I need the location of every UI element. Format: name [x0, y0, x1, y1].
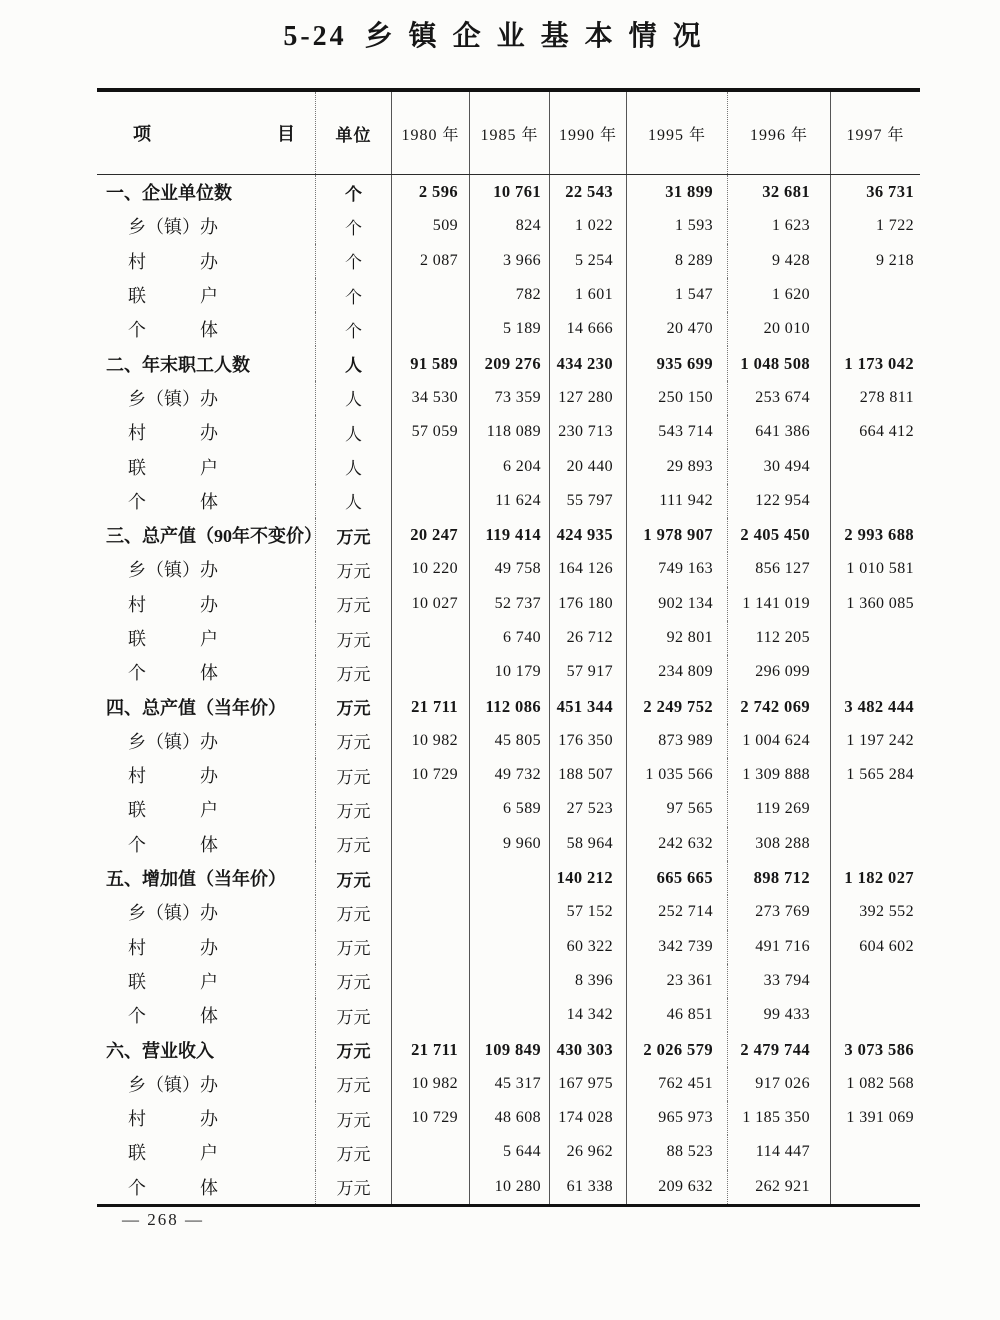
value-cell: 20 470 [626, 312, 727, 346]
row-label: 联 户 [128, 457, 218, 478]
value-cell: 45 805 [469, 724, 549, 758]
value-cell: 20 247 [391, 518, 469, 552]
value-cell: 262 921 [727, 1170, 830, 1204]
table-row [97, 930, 920, 964]
value-cell: 2 087 [391, 244, 469, 278]
table-row [97, 758, 920, 792]
table-row [97, 484, 920, 518]
value-cell: 10 280 [469, 1170, 549, 1204]
value-cell: 10 729 [391, 1101, 469, 1135]
row-unit: 万元 [315, 655, 391, 689]
value-cell: 2 993 688 [830, 518, 920, 552]
table-row [97, 1170, 920, 1204]
value-cell: 5 254 [549, 244, 626, 278]
value-cell [830, 792, 920, 826]
row-label: 乡（镇）办 [128, 731, 218, 752]
value-cell: 491 716 [727, 930, 830, 964]
table-row [97, 655, 920, 689]
value-cell: 749 163 [626, 552, 727, 586]
value-cell: 57 917 [549, 655, 626, 689]
value-cell: 48 608 [469, 1101, 549, 1135]
row-unit: 万元 [315, 552, 391, 586]
value-cell: 23 361 [626, 964, 727, 998]
header-year-1990: 1990 年 [549, 92, 626, 174]
value-cell: 1 620 [727, 278, 830, 312]
value-cell: 856 127 [727, 552, 830, 586]
table-row [97, 552, 920, 586]
value-cell: 6 740 [469, 621, 549, 655]
value-cell: 176 350 [549, 724, 626, 758]
row-unit: 个 [315, 175, 391, 209]
value-cell: 46 851 [626, 998, 727, 1032]
value-cell: 824 [469, 209, 549, 243]
value-cell: 9 960 [469, 827, 549, 861]
row-label: 个 体 [128, 663, 218, 684]
value-cell: 543 714 [626, 415, 727, 449]
row-label: 村 办 [128, 1109, 218, 1130]
row-unit: 人 [315, 381, 391, 415]
value-cell: 273 769 [727, 895, 830, 929]
value-cell [830, 998, 920, 1032]
row-label: 联 户 [128, 971, 218, 992]
value-cell [391, 998, 469, 1032]
value-cell: 917 026 [727, 1067, 830, 1101]
row-label: 六、营业收入 [106, 1040, 214, 1061]
value-cell [469, 930, 549, 964]
value-cell: 20 440 [549, 449, 626, 483]
value-cell: 22 543 [549, 175, 626, 209]
value-cell: 1 173 042 [830, 346, 920, 380]
value-cell: 27 523 [549, 792, 626, 826]
value-cell: 49 758 [469, 552, 549, 586]
value-cell: 55 797 [549, 484, 626, 518]
value-cell: 242 632 [626, 827, 727, 861]
row-unit: 万元 [315, 1067, 391, 1101]
table-row [97, 964, 920, 998]
value-cell: 5 189 [469, 312, 549, 346]
value-cell: 1 565 284 [830, 758, 920, 792]
row-label: 联 户 [128, 800, 218, 821]
value-cell: 665 665 [626, 861, 727, 895]
value-cell: 1 035 566 [626, 758, 727, 792]
row-label: 村 办 [128, 766, 218, 787]
value-cell [830, 1135, 920, 1169]
header-year-1997: 1997 年 [830, 92, 920, 174]
row-label: 联 户 [128, 629, 218, 649]
table-row [97, 587, 920, 621]
value-cell: 127 280 [549, 381, 626, 415]
value-cell: 10 761 [469, 175, 549, 209]
value-cell: 2 596 [391, 175, 469, 209]
value-cell [391, 278, 469, 312]
value-cell: 1 197 242 [830, 724, 920, 758]
value-cell [391, 1135, 469, 1169]
value-cell: 10 729 [391, 758, 469, 792]
value-cell: 61 338 [549, 1170, 626, 1204]
value-cell: 21 711 [391, 1032, 469, 1066]
value-cell: 1 082 568 [830, 1067, 920, 1101]
row-label: 村 办 [128, 594, 218, 615]
value-cell: 20 010 [727, 312, 830, 346]
value-cell [391, 930, 469, 964]
value-cell: 91 589 [391, 346, 469, 380]
page-number: — 268 — [122, 1210, 204, 1229]
value-cell: 174 028 [549, 1101, 626, 1135]
row-unit: 万元 [315, 861, 391, 895]
row-unit: 万元 [315, 689, 391, 723]
value-cell: 33 794 [727, 964, 830, 998]
value-cell: 1 010 581 [830, 552, 920, 586]
value-cell [830, 827, 920, 861]
row-unit: 万元 [315, 724, 391, 758]
header-year-1980: 1980 年 [391, 92, 469, 174]
value-cell: 2 249 752 [626, 689, 727, 723]
table-row [97, 998, 920, 1032]
row-label: 三、总产值（90年不变价） [106, 526, 322, 547]
value-cell: 1 547 [626, 278, 727, 312]
table-row [97, 381, 920, 415]
value-cell: 31 899 [626, 175, 727, 209]
row-unit: 万元 [315, 792, 391, 826]
page-title [0, 14, 1000, 54]
value-cell: 10 220 [391, 552, 469, 586]
table-row [97, 827, 920, 861]
row-unit: 万元 [315, 964, 391, 998]
row-unit: 个 [315, 278, 391, 312]
value-cell: 1 722 [830, 209, 920, 243]
value-cell [391, 312, 469, 346]
row-label: 联 户 [128, 1143, 218, 1164]
value-cell [830, 312, 920, 346]
value-cell: 3 966 [469, 244, 549, 278]
row-unit: 万元 [315, 587, 391, 621]
header-item: 项 目 [133, 124, 295, 144]
value-cell: 26 962 [549, 1135, 626, 1169]
value-cell [391, 861, 469, 895]
value-cell: 664 412 [830, 415, 920, 449]
value-cell: 252 714 [626, 895, 727, 929]
value-cell: 45 317 [469, 1067, 549, 1101]
value-cell: 2 026 579 [626, 1032, 727, 1066]
value-cell: 164 126 [549, 552, 626, 586]
value-cell [830, 1170, 920, 1204]
value-cell: 873 989 [626, 724, 727, 758]
row-unit: 万元 [315, 930, 391, 964]
value-cell [469, 861, 549, 895]
value-cell: 434 230 [549, 346, 626, 380]
value-cell: 392 552 [830, 895, 920, 929]
value-cell: 26 712 [549, 621, 626, 655]
value-cell: 92 801 [626, 621, 727, 655]
value-cell [830, 964, 920, 998]
value-cell: 111 942 [626, 484, 727, 518]
value-cell: 14 666 [549, 312, 626, 346]
row-label: 村 办 [128, 251, 218, 272]
table-row [97, 1067, 920, 1101]
row-unit: 万元 [315, 827, 391, 861]
row-label: 乡（镇）办 [128, 560, 218, 581]
value-cell: 10 982 [391, 724, 469, 758]
row-unit: 万元 [315, 758, 391, 792]
value-cell: 935 699 [626, 346, 727, 380]
row-unit: 万元 [315, 1101, 391, 1135]
value-cell: 99 433 [727, 998, 830, 1032]
value-cell [830, 449, 920, 483]
value-cell: 119 414 [469, 518, 549, 552]
row-unit: 万元 [315, 621, 391, 655]
row-label: 个 体 [128, 834, 218, 855]
table-row [97, 1135, 920, 1169]
row-label: 乡（镇）办 [128, 388, 218, 409]
value-cell: 3 073 586 [830, 1032, 920, 1066]
value-cell: 8 289 [626, 244, 727, 278]
value-cell: 112 086 [469, 689, 549, 723]
table-row [97, 346, 920, 380]
row-label: 村 办 [128, 423, 218, 444]
value-cell: 122 954 [727, 484, 830, 518]
value-cell: 1 048 508 [727, 346, 830, 380]
value-cell: 782 [469, 278, 549, 312]
table-row [97, 209, 920, 243]
table-row [97, 689, 920, 723]
row-label: 五、增加值（当年价） [106, 869, 286, 890]
row-label: 个 体 [128, 320, 218, 341]
value-cell [391, 484, 469, 518]
row-unit: 个 [315, 312, 391, 346]
value-cell [391, 895, 469, 929]
value-cell [830, 621, 920, 655]
value-cell: 762 451 [626, 1067, 727, 1101]
value-cell: 1 978 907 [626, 518, 727, 552]
header-year-1985: 1985 年 [469, 92, 549, 174]
value-cell: 509 [391, 209, 469, 243]
value-cell: 604 602 [830, 930, 920, 964]
value-cell: 119 269 [727, 792, 830, 826]
value-cell [391, 792, 469, 826]
row-label: 乡（镇）办 [128, 1074, 218, 1095]
value-cell: 6 589 [469, 792, 549, 826]
table-row [97, 1032, 920, 1066]
header-year-1995: 1995 年 [626, 92, 727, 174]
row-label: 二、年末职工人数 [106, 354, 250, 375]
row-label: 乡（镇）办 [128, 903, 218, 924]
value-cell: 1 623 [727, 209, 830, 243]
value-cell: 902 134 [626, 587, 727, 621]
value-cell: 109 849 [469, 1032, 549, 1066]
value-cell: 112 205 [727, 621, 830, 655]
row-unit: 万元 [315, 518, 391, 552]
value-cell: 253 674 [727, 381, 830, 415]
row-unit: 人 [315, 415, 391, 449]
value-cell: 34 530 [391, 381, 469, 415]
value-cell: 58 964 [549, 827, 626, 861]
value-cell [391, 1170, 469, 1204]
value-cell [830, 655, 920, 689]
value-cell: 250 150 [626, 381, 727, 415]
value-cell: 1 360 085 [830, 587, 920, 621]
value-cell: 5 644 [469, 1135, 549, 1169]
value-cell: 1 022 [549, 209, 626, 243]
table-body [97, 175, 920, 1204]
table-row [97, 724, 920, 758]
value-cell: 2 742 069 [727, 689, 830, 723]
value-cell: 641 386 [727, 415, 830, 449]
value-cell: 1 601 [549, 278, 626, 312]
value-cell: 97 565 [626, 792, 727, 826]
value-cell: 1 004 624 [727, 724, 830, 758]
value-cell: 188 507 [549, 758, 626, 792]
value-cell: 57 152 [549, 895, 626, 929]
table-row [97, 415, 920, 449]
row-label: 个 体 [128, 1177, 218, 1198]
row-unit: 万元 [315, 1170, 391, 1204]
value-cell: 965 973 [626, 1101, 727, 1135]
value-cell: 29 893 [626, 449, 727, 483]
value-cell: 1 141 019 [727, 587, 830, 621]
value-cell: 21 711 [391, 689, 469, 723]
table-row [97, 278, 920, 312]
table-row [97, 449, 920, 483]
value-cell: 52 737 [469, 587, 549, 621]
row-label: 四、总产值（当年价） [106, 697, 286, 718]
value-cell: 49 732 [469, 758, 549, 792]
value-cell: 8 396 [549, 964, 626, 998]
value-cell [391, 655, 469, 689]
row-unit: 个 [315, 209, 391, 243]
value-cell: 73 359 [469, 381, 549, 415]
row-label: 个 体 [128, 491, 218, 512]
row-label: 村 办 [128, 937, 218, 958]
row-unit: 万元 [315, 1032, 391, 1066]
value-cell: 296 099 [727, 655, 830, 689]
row-unit: 个 [315, 244, 391, 278]
value-cell: 6 204 [469, 449, 549, 483]
table-number: 5-24 [283, 21, 347, 52]
value-cell [391, 964, 469, 998]
table-row [97, 312, 920, 346]
value-cell: 10 982 [391, 1067, 469, 1101]
value-cell: 230 713 [549, 415, 626, 449]
value-cell: 342 739 [626, 930, 727, 964]
value-cell: 209 632 [626, 1170, 727, 1204]
value-cell: 424 935 [549, 518, 626, 552]
value-cell [830, 484, 920, 518]
value-cell: 114 447 [727, 1135, 830, 1169]
value-cell: 36 731 [830, 175, 920, 209]
row-unit: 万元 [315, 1135, 391, 1169]
table-row [97, 895, 920, 929]
header-year-1996: 1996 年 [727, 92, 830, 174]
value-cell: 11 624 [469, 484, 549, 518]
value-cell: 167 975 [549, 1067, 626, 1101]
value-cell: 10 179 [469, 655, 549, 689]
header-unit: 单位 [315, 92, 391, 174]
value-cell [391, 827, 469, 861]
value-cell [830, 278, 920, 312]
value-cell [469, 895, 549, 929]
value-cell: 3 482 444 [830, 689, 920, 723]
value-cell: 1 593 [626, 209, 727, 243]
table-row [97, 861, 920, 895]
value-cell: 308 288 [727, 827, 830, 861]
value-cell [469, 998, 549, 1032]
row-unit: 万元 [315, 895, 391, 929]
value-cell: 2 405 450 [727, 518, 830, 552]
value-cell: 2 479 744 [727, 1032, 830, 1066]
value-cell [469, 964, 549, 998]
value-cell: 88 523 [626, 1135, 727, 1169]
value-cell [391, 449, 469, 483]
value-cell: 30 494 [727, 449, 830, 483]
value-cell: 10 027 [391, 587, 469, 621]
table-title-text: 乡镇企业基本情况 [364, 21, 717, 52]
value-cell: 451 344 [549, 689, 626, 723]
row-label: 一、企业单位数 [106, 183, 232, 204]
value-cell: 1 309 888 [727, 758, 830, 792]
row-label: 个 体 [128, 1006, 218, 1027]
row-unit: 人 [315, 449, 391, 483]
value-cell: 278 811 [830, 381, 920, 415]
row-unit: 人 [315, 346, 391, 380]
value-cell: 176 180 [549, 587, 626, 621]
value-cell: 1 391 069 [830, 1101, 920, 1135]
statistics-table [97, 88, 920, 1207]
value-cell: 9 218 [830, 244, 920, 278]
table-row [97, 518, 920, 552]
table-row [97, 244, 920, 278]
value-cell: 234 809 [626, 655, 727, 689]
row-label: 乡（镇）办 [128, 217, 218, 238]
row-unit: 万元 [315, 998, 391, 1032]
value-cell [391, 621, 469, 655]
value-cell: 898 712 [727, 861, 830, 895]
table-row [97, 792, 920, 826]
table-row [97, 1101, 920, 1135]
value-cell: 430 303 [549, 1032, 626, 1066]
value-cell: 1 185 350 [727, 1101, 830, 1135]
value-cell: 209 276 [469, 346, 549, 380]
value-cell: 60 322 [549, 930, 626, 964]
value-cell: 57 059 [391, 415, 469, 449]
value-cell: 118 089 [469, 415, 549, 449]
value-cell: 14 342 [549, 998, 626, 1032]
row-label: 联 户 [128, 286, 218, 307]
table-header-row [97, 92, 920, 175]
table-row [97, 621, 920, 655]
value-cell: 32 681 [727, 175, 830, 209]
value-cell: 1 182 027 [830, 861, 920, 895]
table-row [97, 175, 920, 209]
row-unit: 人 [315, 484, 391, 518]
value-cell: 140 212 [549, 861, 626, 895]
value-cell: 9 428 [727, 244, 830, 278]
